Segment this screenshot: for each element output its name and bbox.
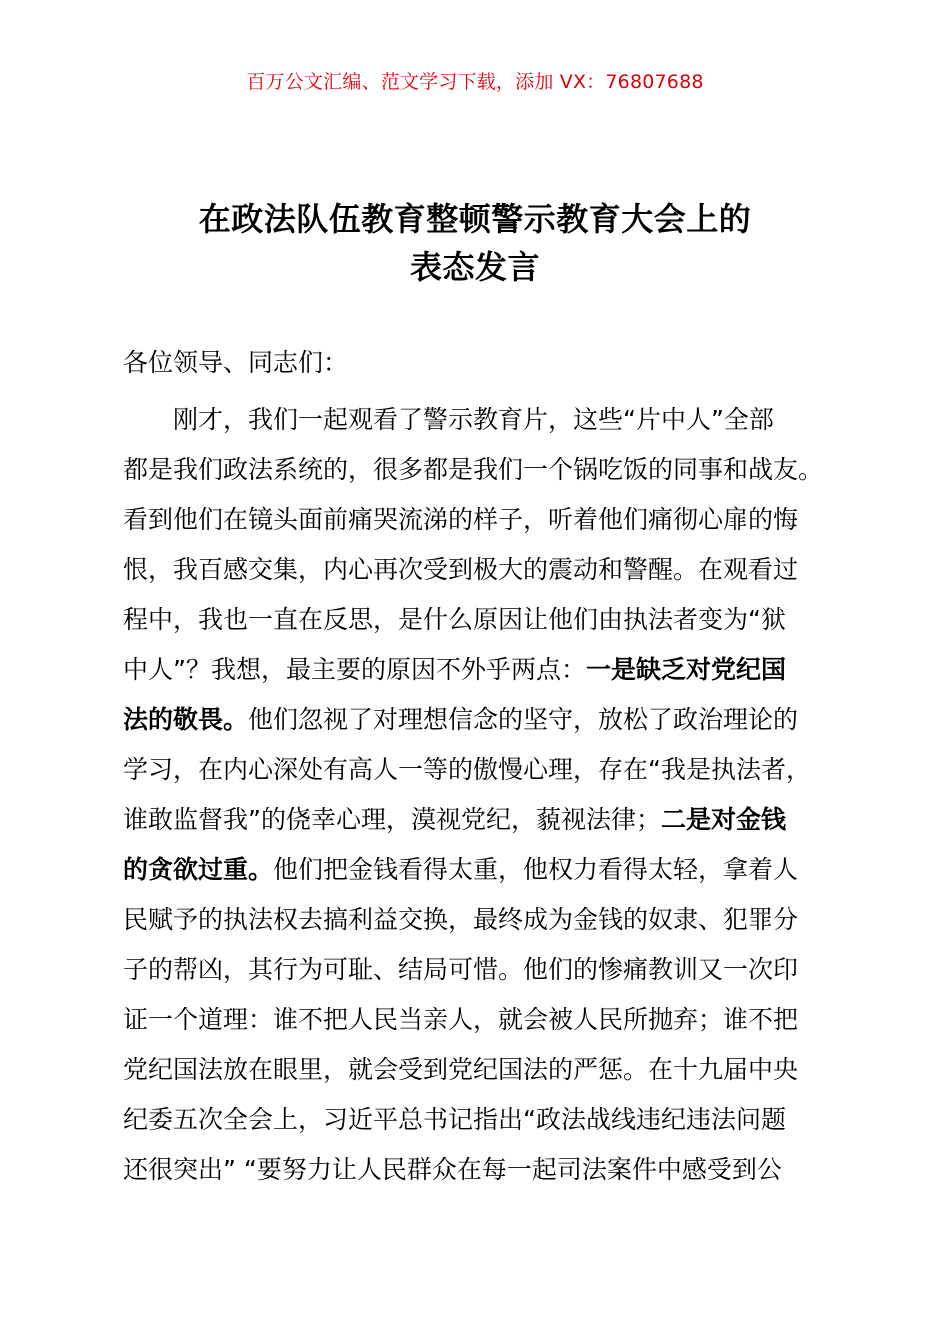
body-line: 纪委五次全会上，习近平总书记指出“政法战线违纪违法问题 (123, 1105, 786, 1134)
body-line: 恨，我百感交集，内心再次受到极大的震动和警醒。在观看过 (123, 555, 799, 584)
body-line: 党纪国法放在眼里，就会受到党纪国法的严惩。在十九届中央 (123, 1055, 799, 1084)
body-text-run: 谁敢监督我”的侥幸心理，漠视党纪，藐视法律； (123, 805, 661, 834)
header-note: 百万公文汇编、范文学习下载，添加 VX：76807688 (246, 71, 704, 93)
body-line: 证一个道理：谁不把人民当亲人，就会被人民所抛弃；谁不把 (123, 1005, 799, 1034)
body-line: 还很突出” “要努力让人民群众在每一起司法案件中感受到公 (123, 1155, 782, 1184)
document-title (0, 195, 950, 291)
title-line-2: 表态发言 (409, 248, 540, 286)
body-line (123, 795, 835, 845)
body-line: 学习，在内心深处有高人一等的傲慢心理，存在“我是执法者， (123, 755, 811, 784)
body-line (123, 645, 835, 695)
title-line-1: 在政法队伍教育整顿警示教育大会上的 (198, 200, 752, 238)
body-line: 都是我们政法系统的，很多都是我们一个锅吃饭的同事和战友。 (123, 455, 824, 484)
body-line: 看到他们在镜头面前痛哭流涕的样子，听着他们痛彻心扉的悔 (123, 505, 799, 534)
body-text-run: 他们忽视了对理想信念的坚守，放松了政治理论的 (248, 705, 799, 734)
salutation: 各位领导、同志们： (123, 348, 349, 377)
bold-point-one: 一是缺乏对党纪国 (585, 655, 786, 684)
body-line (123, 845, 835, 895)
bold-point-two: 二是对金钱 (660, 805, 786, 834)
body-text-run: 中人”？我想，最主要的原因不外乎两点： (123, 655, 586, 684)
body-line: 程中，我也一直在反思，是什么原因让他们由执法者变为“狱 (123, 605, 786, 634)
bold-point-two-end: 的贪欲过重。 (123, 855, 274, 884)
body-paragraph (123, 395, 835, 1195)
body-line (123, 695, 835, 745)
body-line: 民赋予的执法权去搞利益交换，最终成为金钱的奴隶、犯罪分 (123, 905, 799, 934)
body-line: 刚才，我们一起观看了警示教育片，这些“片中人”全部 (173, 405, 774, 434)
bold-point-one-end: 法的敬畏。 (123, 705, 249, 734)
body-text-run: 他们把金钱看得太重，他权力看得太轻，拿着人 (273, 855, 799, 884)
body-line: 子的帮凶，其行为可耻、结局可惜。他们的惨痛教训又一次印 (123, 955, 799, 984)
